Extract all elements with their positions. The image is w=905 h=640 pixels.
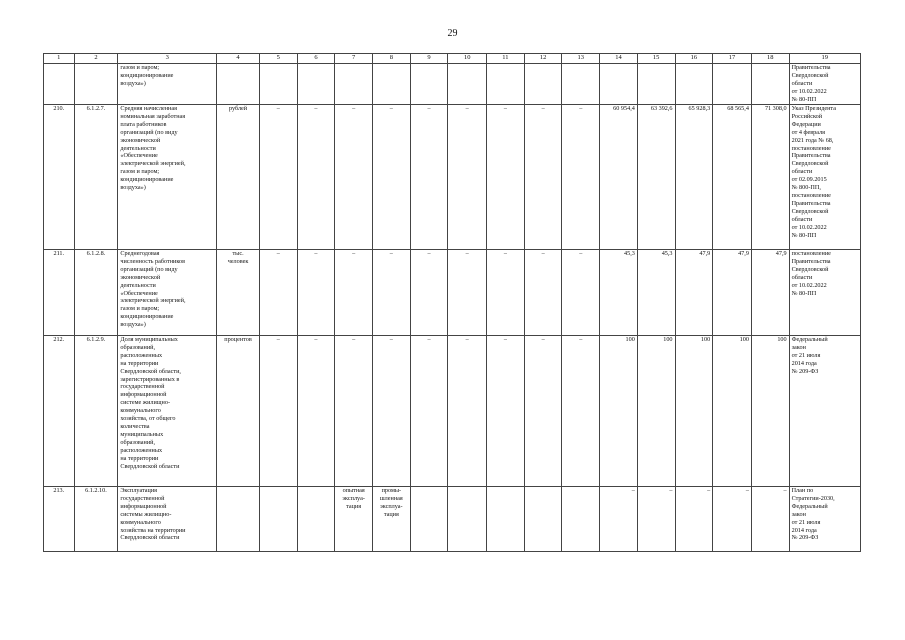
- column-number-cell: 13: [562, 54, 600, 64]
- table-cell: [637, 487, 675, 552]
- cell-text: –: [314, 105, 318, 112]
- table-cell: [562, 487, 600, 552]
- table-cell: [217, 250, 260, 336]
- cell-text: 45,3: [661, 250, 673, 257]
- table-cell: [789, 487, 860, 552]
- column-number-cell: 17: [713, 54, 752, 64]
- table-cell: [524, 105, 562, 250]
- table-cell: [335, 487, 373, 552]
- table-cell: [751, 105, 789, 250]
- cell-text: –: [352, 250, 356, 257]
- table-cell: [562, 250, 600, 336]
- cell-text: 65 928,3: [688, 105, 711, 112]
- column-number-cell: 16: [675, 54, 713, 64]
- column-number-cell: 10: [448, 54, 487, 64]
- column-number-cell: 15: [637, 54, 675, 64]
- table-cell: [297, 336, 335, 487]
- cell-text: –: [503, 105, 507, 112]
- cell-text: 47,9: [775, 250, 787, 257]
- table-cell: [74, 105, 118, 250]
- table-cell: [448, 487, 487, 552]
- cell-text: –: [427, 105, 431, 112]
- table-cell: [448, 64, 487, 105]
- cell-text: 60 954,4: [613, 105, 635, 112]
- indicators-table: [43, 53, 861, 552]
- table-cell: [675, 64, 713, 105]
- cell-text: 68 565,4: [727, 105, 749, 112]
- cell-text: промы- шленная эксплуа- тация: [379, 487, 403, 518]
- table-cell: [600, 105, 638, 250]
- table-cell: [259, 487, 297, 552]
- column-number-cell: 11: [487, 54, 525, 64]
- cell-text: –: [465, 105, 469, 112]
- table-cell: [675, 105, 713, 250]
- cell-text: –: [631, 487, 635, 494]
- cell-text: 47,9: [699, 250, 711, 257]
- cell-text: –: [389, 105, 393, 112]
- table-cell: [373, 487, 411, 552]
- cell-text: 213.: [53, 487, 65, 494]
- table-cell: [487, 487, 525, 552]
- column-number-cell: 2: [74, 54, 118, 64]
- table-cell: [637, 250, 675, 336]
- table-cell: [297, 105, 335, 250]
- cell-text: 6.1.2.10.: [85, 487, 107, 494]
- table-cell: [74, 64, 118, 105]
- cell-text: –: [579, 105, 583, 112]
- cell-text: опытная эксплуа- тация: [342, 487, 365, 510]
- cell-text: 6.1.2.7.: [86, 105, 106, 112]
- cell-text: –: [276, 105, 280, 112]
- table-cell: [713, 487, 752, 552]
- table-cell: [487, 105, 525, 250]
- cell-text: Правительства Свердловской области от 10.02.2022 № 80-ПП: [791, 64, 831, 103]
- table-row: [44, 105, 861, 250]
- table-cell: [487, 250, 525, 336]
- cell-text: –: [276, 336, 280, 343]
- table-cell: [713, 250, 752, 336]
- table-cell: [335, 250, 373, 336]
- table-cell: [448, 250, 487, 336]
- table-cell: [217, 64, 260, 105]
- cell-text: 63 392,6: [650, 105, 673, 112]
- table-cell: [118, 105, 217, 250]
- table-cell: [44, 64, 75, 105]
- cell-text: –: [541, 336, 545, 343]
- cell-text: 47,9: [738, 250, 749, 257]
- table-row: [44, 487, 861, 552]
- cell-text: –: [352, 336, 356, 343]
- table-cell: [217, 336, 260, 487]
- table-cell: [524, 487, 562, 552]
- column-number-cell: 18: [751, 54, 789, 64]
- table-cell: [373, 336, 411, 487]
- table-cell: [410, 64, 448, 105]
- table-cell: [600, 336, 638, 487]
- cell-text: Федеральный закон от 21 июля 2014 года № 209-ФЗ: [791, 336, 828, 375]
- table-cell: [675, 250, 713, 336]
- column-number-cell: 14: [600, 54, 638, 64]
- table-cell: [410, 105, 448, 250]
- cell-text: –: [389, 336, 393, 343]
- cell-text: –: [389, 250, 393, 257]
- table-cell: [44, 250, 75, 336]
- cell-text: –: [465, 250, 469, 257]
- cell-text: 6.1.2.9.: [86, 336, 106, 343]
- table-cell: [44, 487, 75, 552]
- page-number: 29: [447, 28, 458, 39]
- column-number-cell: 5: [259, 54, 297, 64]
- cell-text: Указ Президента Российской Федерации от 4 февраля 2021 года № 68, постановление Правительства Свердловской области от 02.09.2015 № 800-ПП, постановление Правительства Свердловской области от 10.02.2022 № 80-ПП: [791, 105, 836, 239]
- table-cell: [217, 487, 260, 552]
- table-cell: [751, 487, 789, 552]
- cell-text: –: [352, 105, 356, 112]
- table-cell: [789, 64, 860, 105]
- column-number-cell: 19: [789, 54, 860, 64]
- table-cell: [259, 336, 297, 487]
- table-cell: [562, 336, 600, 487]
- table-cell: [118, 64, 217, 105]
- cell-text: –: [783, 487, 787, 494]
- column-number-cell: 6: [297, 54, 335, 64]
- table-cell: [448, 105, 487, 250]
- cell-text: –: [314, 250, 318, 257]
- cell-text: –: [707, 487, 711, 494]
- cell-text: 100: [777, 336, 787, 343]
- table-cell: [259, 64, 297, 105]
- cell-text: –: [579, 336, 583, 343]
- cell-text: тыс. человек: [227, 250, 249, 265]
- table-row: [44, 250, 861, 336]
- cell-text: –: [503, 250, 507, 257]
- cell-text: –: [276, 250, 280, 257]
- cell-text: 100: [625, 336, 635, 343]
- table-cell: [335, 336, 373, 487]
- table-cell: [335, 64, 373, 105]
- table-cell: [74, 487, 118, 552]
- cell-text: Среднегодовая численность работников организаций (по виду экономической деятельности «Обеспечение электрической энергией, газом и паром; кондиционирование воздуха»): [120, 250, 186, 329]
- table-cell: [600, 64, 638, 105]
- column-number-cell: 1: [44, 54, 75, 64]
- table-cell: [44, 336, 75, 487]
- table-cell: [789, 336, 860, 487]
- cell-text: –: [745, 487, 749, 494]
- cell-text: процентов: [224, 336, 252, 343]
- cell-text: Доля муниципальных образований, расположенных на территории Свердловской области, зарегистрированных в государственной информационной системе жилищно- коммунального хозяйства, от общего количества муниципальных образований, расположенных на территории Свердловской области: [120, 336, 181, 470]
- table-cell: [217, 105, 260, 250]
- cell-text: 45,3: [624, 250, 635, 257]
- cell-text: рублей: [228, 105, 248, 112]
- table-cell: [789, 250, 860, 336]
- cell-text: –: [503, 336, 507, 343]
- cell-text: –: [579, 250, 583, 257]
- table-cell: [118, 336, 217, 487]
- table-cell: [637, 336, 675, 487]
- table-cell: [74, 336, 118, 487]
- table-cell: [524, 336, 562, 487]
- table-cell: [118, 487, 217, 552]
- cell-text: Средняя начисленная номинальная заработная плата работников организаций (по виду экономической деятельности «Обеспечение электрической энергией, газом и паром; кондиционирование воздуха»): [120, 105, 186, 192]
- cell-text: –: [427, 250, 431, 257]
- cell-text: –: [314, 336, 318, 343]
- cell-text: –: [541, 250, 545, 257]
- cell-text: 211.: [53, 250, 65, 257]
- table-cell: [74, 250, 118, 336]
- column-number-cell: 8: [373, 54, 411, 64]
- table-cell: [789, 105, 860, 250]
- table-cell: [675, 336, 713, 487]
- cell-text: газом и паром; кондиционирование воздуха»): [120, 64, 174, 87]
- table-cell: [487, 64, 525, 105]
- table-cell: [637, 64, 675, 105]
- table-cell: [562, 105, 600, 250]
- table-cell: [524, 64, 562, 105]
- cell-text: 71 308,0: [764, 105, 787, 112]
- table-cell: [410, 336, 448, 487]
- table-cell: [44, 105, 75, 250]
- table-cell: [751, 64, 789, 105]
- table-row: [44, 64, 861, 105]
- cell-text: –: [427, 336, 431, 343]
- table-cell: [600, 487, 638, 552]
- cell-text: Эксплуатация государственной информационной системы жилищно- коммунального хозяйства на территории Свердловской области: [120, 487, 186, 542]
- column-number-cell: 3: [118, 54, 217, 64]
- table-cell: [297, 487, 335, 552]
- table-cell: [410, 487, 448, 552]
- cell-text: 6.1.2.8.: [86, 250, 106, 257]
- table-cell: [713, 64, 752, 105]
- cell-text: –: [669, 487, 673, 494]
- cell-text: постановление Правительства Свердловской области от 10.02.2022 № 80-ПП: [791, 250, 831, 297]
- cell-text: 212.: [53, 336, 65, 343]
- column-number-cell: 9: [410, 54, 448, 64]
- table-cell: [713, 105, 752, 250]
- cell-text: 100: [700, 336, 711, 343]
- table-row: [44, 336, 861, 487]
- cell-text: –: [465, 336, 469, 343]
- table-cell: [600, 250, 638, 336]
- table-cell: [751, 336, 789, 487]
- table-cell: [373, 250, 411, 336]
- table-cell: [487, 336, 525, 487]
- table-cell: [335, 105, 373, 250]
- table-cell: [373, 64, 411, 105]
- table-cell: [118, 250, 217, 336]
- cell-text: 210.: [53, 105, 65, 112]
- table-cell: [259, 250, 297, 336]
- table-cell: [410, 250, 448, 336]
- column-number-row: [44, 54, 861, 64]
- cell-text: 100: [663, 336, 673, 343]
- table-cell: [637, 105, 675, 250]
- cell-text: –: [541, 105, 545, 112]
- column-number-cell: 4: [217, 54, 260, 64]
- table-cell: [448, 336, 487, 487]
- table-cell: [675, 487, 713, 552]
- table-cell: [751, 250, 789, 336]
- cell-text: План по Стратегии-2030, Федеральный закон от 21 июля 2014 года № 209-ФЗ: [791, 487, 835, 542]
- cell-text: 100: [739, 336, 749, 343]
- table-cell: [562, 64, 600, 105]
- table-cell: [713, 336, 752, 487]
- column-number-cell: 7: [335, 54, 373, 64]
- table-cell: [297, 250, 335, 336]
- column-number-cell: 12: [524, 54, 562, 64]
- table-cell: [259, 105, 297, 250]
- table-cell: [297, 64, 335, 105]
- table-cell: [524, 250, 562, 336]
- table-cell: [373, 105, 411, 250]
